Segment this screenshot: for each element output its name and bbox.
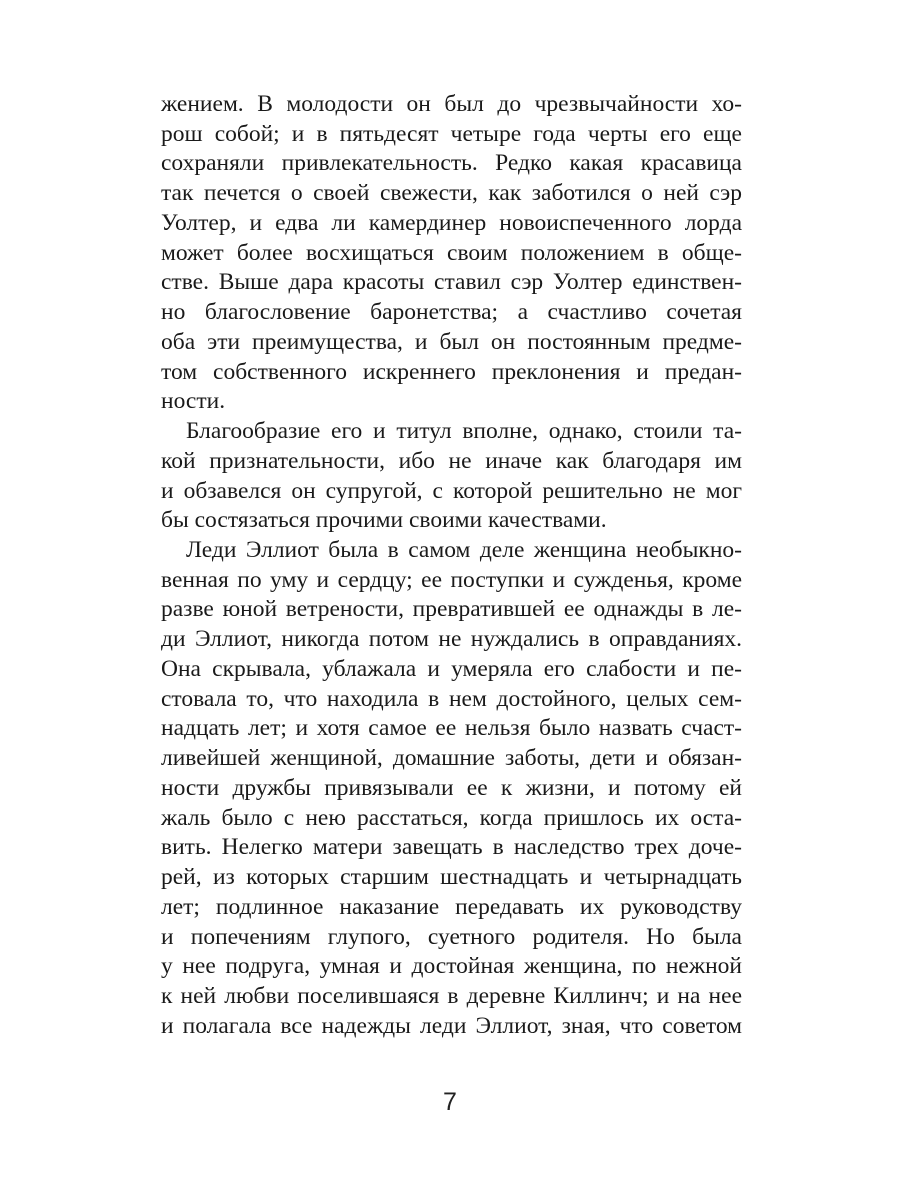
text-line: и полагала все надежды леди Эллиот, зная, что советом [161,1012,742,1039]
text-line: Уолтер, и едва ли камердинер новоиспеченного лорда [161,209,742,236]
text-line: и попечениям глупого, суетного родителя. Но была [161,923,742,950]
paragraph [161,536,742,1041]
text-line: кой признательности, ибо не иначе как благодаря им [161,447,742,474]
text-line: ности. [161,388,226,415]
text-line: вить. Нелегко матери завещать в наследство трех доче- [161,834,742,861]
text-line: ности дружбы привязывали ее к жизни, и потому ей [161,774,742,801]
text-line: жением. В молодости он был до чрезвычайности хо- [161,91,742,117]
text-line: венная по уму и сердцу; ее поступки и сужденья, кроме [161,566,742,593]
text-line: и обзавелся он супругой, с которой решительно не мог [161,477,742,504]
text-line: ди Эллиот, никогда потом не нуждались в оправданиях. [161,626,742,653]
text-line: Она скрывала, ублажала и умеряла его слабости и пе- [161,655,742,682]
text-line: так печется о своей свежести, как заботился о ней сэр [161,180,742,207]
page-number: 7 [443,1088,457,1116]
text-line: надцать лет; и хотя самое ее нельзя было назвать счаст- [161,715,742,742]
text-line: Леди Эллиот была в самом деле женщина необыкно- [186,537,742,564]
text-line: стовала то, что находила в нем достойного, целых сем- [161,685,742,712]
text-line: сохраняли привлекательность. Редко какая красавица [161,150,742,177]
body-text [161,90,742,1042]
text-line: но благословение баронетства; а счастливо сочетая [161,299,742,326]
text-line: рош собой; и в пятьдесят четыре года черты его еще [161,120,742,147]
paragraph [161,417,742,536]
text-line: к ней любви поселившаяся в деревне Киллинч; и на нее [161,983,742,1010]
text-line: у нее подруга, умная и достойная женщина, по нежной [161,953,742,980]
text-line: жаль было с нею расстаться, когда пришлось их оста- [161,804,742,831]
text-line: бы состязаться прочими своими качествами. [161,507,607,534]
paragraph [161,90,742,417]
text-line: разве юной ветрености, превратившей ее однажды в ле- [161,596,742,623]
text-line: оба эти преимущества, и был он постоянным предме- [161,328,742,355]
text-line: может более восхищаться своим положением в обще- [161,239,742,266]
text-line: стве. Выше дара красоты ставил сэр Уолтер единствен- [161,269,742,296]
text-line: рей, из которых старшим шестнадцать и четырнадцать [161,864,742,891]
text-line: ливейшей женщиной, домашние заботы, дети и обязан- [161,745,742,772]
text-line: Благообразие его и титул вполне, однако, стоили та- [186,418,742,445]
text-line: том собственного искреннего преклонения и предан- [161,358,742,385]
text-line: лет; подлинное наказание передавать их руководству [161,893,742,920]
